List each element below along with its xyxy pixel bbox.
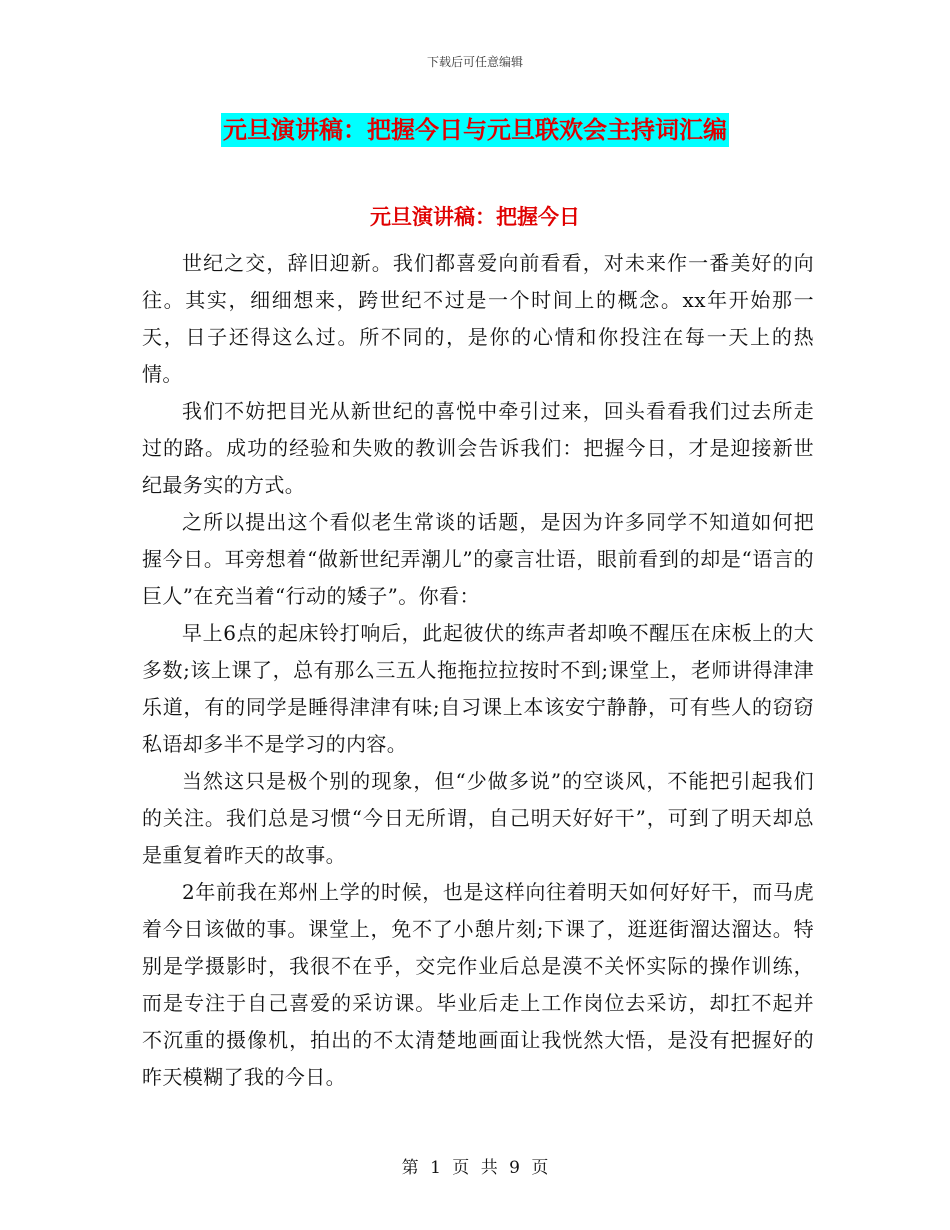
document-body [142, 245, 814, 1096]
paragraph: 早上6点的起床铃打响后，此起彼伏的练声者却唤不醒压在床板上的大多数;该上课了，总有那么三五人拖拖拉拉按时不到;课堂上，老师讲得津津乐道，有的同学是睡得津津有味;自习课上本该安宁静静，可有些人的窃窃私语却多半不是学习的内容。 [142, 621, 814, 756]
paragraph: 2年前我在郑州上学的时候，也是这样向往着明天如何好好干，而马虎着今日该做的事。课堂上，免不了小憩片刻;下课了，逛逛街溜达溜达。特别是学摄影时，我很不在乎，交完作业后总是漠不关怀实际的操作训练，而是专注于自己喜爱的采访课。毕业后走上工作岗位去采访，却扛不起并不沉重的摄像机，拍出的不太清楚地画面让我恍然大悟，是没有把握好的昨天模糊了我的今日。 [142, 880, 814, 1089]
paragraph: 当然这只是极个别的现象，但“少做多说”的空谈风，不能把引起我们的关注。我们总是习惯“今日无所谓，自己明天好好干”，可到了明天却总是重复着昨天的故事。 [142, 769, 814, 867]
paragraph: 之所以提出这个看似老生常谈的话题，是因为许多同学不知道如何把握今日。耳旁想着“做新世纪弄潮儿”的豪言壮语，眼前看到的却是“语言的巨人”在充当着“行动的矮子”。你看： [142, 510, 814, 608]
page-footer: 第 1 页 共 9 页 [401, 1158, 549, 1178]
paragraph: 世纪之交，辞旧迎新。我们都喜爱向前看看，对未来作一番美好的向往。其实，细细想来，跨世纪不过是一个时间上的概念。xx年开始那一天，日子还得这么过。所不同的，是你的心情和你投注在每一天上的热情。 [142, 251, 814, 386]
header-note: 下载后可任意编辑 [426, 55, 523, 69]
main-title: 元旦演讲稿：把握今日与元旦联欢会主持词汇编 [221, 113, 729, 147]
section-title: 元旦演讲稿：把握今日 [370, 205, 580, 229]
main-title-container [0, 113, 950, 147]
paragraph: 我们不妨把目光从新世纪的喜悦中牵引过来，回头看看我们过去所走过的路。成功的经验和失败的教训会告诉我们：把握今日，才是迎接新世纪最务实的方式。 [142, 399, 814, 497]
